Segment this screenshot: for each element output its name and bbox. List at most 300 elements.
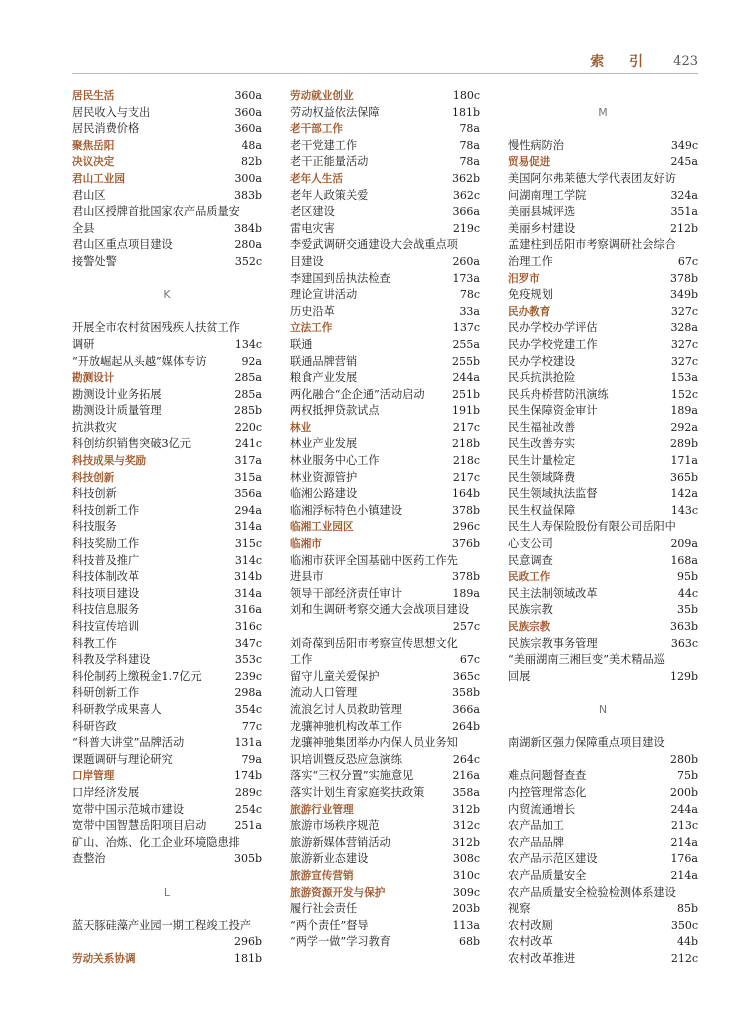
entry-page-ref: 92a bbox=[241, 354, 262, 368]
entry-term: 民兵抗洪抢险 bbox=[508, 371, 576, 385]
index-entry bbox=[290, 370, 480, 387]
entry-term: 科教工作 bbox=[72, 636, 117, 650]
entry-term: 问湖南理工学院 bbox=[508, 188, 587, 202]
entry-page-ref: 363c bbox=[670, 636, 698, 650]
entry-page-ref: 378b bbox=[451, 570, 480, 584]
entry-page-ref: 308c bbox=[452, 852, 480, 866]
entry-term: 留守儿童关爱保护 bbox=[290, 669, 380, 683]
index-entry bbox=[290, 636, 480, 653]
entry-term: 贸易促进 bbox=[508, 156, 551, 169]
index-entry bbox=[508, 254, 698, 271]
entry-page-ref: 168a bbox=[670, 553, 698, 567]
entry-page-ref: 347c bbox=[234, 636, 262, 650]
entry-page-ref: 358a bbox=[452, 785, 480, 799]
entry-page-ref: 358b bbox=[451, 686, 480, 700]
index-entry bbox=[508, 470, 698, 487]
entry-term: “两学一做”学习教育 bbox=[290, 935, 391, 949]
entry-term: 劳动就业创业 bbox=[290, 90, 354, 102]
index-entry bbox=[290, 304, 480, 321]
entry-page-ref: 35b bbox=[676, 603, 698, 617]
index-entry bbox=[290, 851, 480, 868]
entry-term: 旅游新业态建设 bbox=[290, 852, 369, 866]
entry-page-ref: 67c bbox=[459, 653, 480, 667]
index-entry bbox=[508, 934, 698, 951]
entry-page-ref: 251b bbox=[451, 387, 480, 401]
index-entry bbox=[290, 602, 480, 619]
entry-term: 免疫规划 bbox=[508, 288, 553, 302]
entry-page-ref: 255b bbox=[451, 354, 480, 368]
entry-term: 民族宗教 bbox=[508, 603, 553, 617]
entry-term: 流浪乞讨人员救助管理 bbox=[290, 702, 402, 716]
entry-term: 农产品质量安全 bbox=[508, 868, 587, 882]
index-entry bbox=[290, 818, 480, 835]
index-entry bbox=[290, 354, 480, 371]
entry-term: 农村改革 bbox=[508, 935, 553, 949]
index-entry bbox=[72, 188, 262, 205]
entry-term: 科技项目建设 bbox=[72, 586, 140, 600]
index-entry bbox=[290, 503, 480, 520]
entry-term: 农产品质量安全检验检测体系建设 bbox=[508, 885, 676, 899]
index-entry bbox=[72, 337, 262, 354]
index-heading-entry bbox=[72, 453, 262, 470]
entry-page-ref: 219c bbox=[452, 221, 480, 235]
index-entry bbox=[72, 121, 262, 138]
entry-page-ref: 316c bbox=[234, 620, 262, 633]
entry-page-ref: 366a bbox=[452, 205, 480, 219]
index-entry bbox=[72, 519, 262, 536]
entry-page-ref: 296c bbox=[452, 520, 480, 534]
entry-page-ref: 310c bbox=[452, 868, 480, 882]
entry-term: 林业产业发展 bbox=[290, 437, 358, 451]
index-entry bbox=[72, 918, 262, 935]
index-entry bbox=[72, 785, 262, 802]
entry-page-ref: 260a bbox=[452, 254, 480, 268]
entry-term: 查整治 bbox=[72, 852, 106, 866]
index-entry bbox=[72, 685, 262, 702]
entry-page-ref: 171a bbox=[670, 454, 698, 468]
entry-term: 临湘市获评全国基础中医药工作先 bbox=[290, 553, 458, 567]
index-heading-entry bbox=[72, 171, 262, 188]
index-entry bbox=[72, 536, 262, 553]
index-entry bbox=[508, 636, 698, 653]
entry-term: 民生人寿保险股份有限公司岳阳中 bbox=[508, 520, 676, 534]
entry-page-ref: 309c bbox=[452, 885, 480, 899]
entry-term: 抗洪救灾 bbox=[72, 420, 117, 434]
index-entry bbox=[508, 586, 698, 603]
index-entry bbox=[508, 652, 698, 669]
index-entry bbox=[290, 237, 480, 254]
index-heading-entry bbox=[72, 768, 262, 785]
entry-term: 临湘浮标特色小镇建设 bbox=[290, 503, 402, 517]
entry-term: 汨罗市 bbox=[508, 272, 540, 285]
entry-page-ref: 312b bbox=[451, 802, 480, 816]
entry-page-ref: 173a bbox=[452, 271, 480, 285]
index-entry bbox=[290, 470, 480, 487]
entry-term: 南湖新区强力保障重点项目建设 bbox=[508, 736, 665, 750]
index-entry bbox=[290, 403, 480, 420]
index-entry bbox=[290, 221, 480, 238]
entry-page-ref: 152c bbox=[670, 387, 698, 401]
index-entry bbox=[72, 105, 262, 122]
entry-page-ref: 189a bbox=[670, 404, 698, 418]
index-entry bbox=[72, 320, 262, 337]
entry-term: 民生领域降费 bbox=[508, 470, 576, 484]
entry-term: 农产品示范区建设 bbox=[508, 852, 598, 866]
index-heading-entry bbox=[290, 885, 480, 902]
index-entry bbox=[290, 719, 480, 736]
index-entry bbox=[72, 934, 262, 951]
index-heading-entry bbox=[290, 121, 480, 138]
entry-page-ref: 351a bbox=[670, 205, 698, 219]
entry-term: 科技创新 bbox=[72, 487, 117, 501]
entry-term: 民生领域执法监督 bbox=[508, 487, 598, 501]
index-entry bbox=[290, 901, 480, 918]
entry-page-ref: 285b bbox=[233, 404, 262, 418]
entry-term: 科技信息服务 bbox=[72, 603, 140, 617]
entry-page-ref: 113a bbox=[452, 918, 480, 932]
blank-line bbox=[508, 685, 698, 702]
entry-term: 联通品牌营销 bbox=[290, 354, 358, 368]
index-entry bbox=[290, 387, 480, 404]
index-entry bbox=[290, 154, 480, 171]
entry-page-ref: 143c bbox=[670, 503, 698, 517]
index-entry bbox=[290, 669, 480, 686]
entry-page-ref: 241c bbox=[234, 437, 262, 451]
index-entry bbox=[290, 271, 480, 288]
index-entry bbox=[508, 204, 698, 221]
index-entry bbox=[72, 619, 262, 636]
entry-page-ref: 280b bbox=[669, 752, 698, 766]
entry-page-ref: 328a bbox=[670, 321, 698, 335]
entry-term: 科教及学科建设 bbox=[72, 653, 151, 667]
entry-term: 内贸流通增长 bbox=[508, 802, 576, 816]
entry-page-ref: 78a bbox=[459, 122, 480, 136]
entry-page-ref: 298a bbox=[234, 686, 262, 700]
entry-page-ref: 383b bbox=[233, 188, 262, 202]
entry-page-ref: 360a bbox=[234, 122, 262, 136]
blank-line bbox=[72, 868, 262, 885]
entry-term: 民办学校建设 bbox=[508, 354, 576, 368]
index-entry bbox=[72, 818, 262, 835]
entry-page-ref: 244a bbox=[670, 802, 698, 816]
entry-page-ref: 213c bbox=[670, 819, 698, 833]
entry-page-ref: 214a bbox=[670, 868, 698, 882]
index-heading-entry bbox=[72, 138, 262, 155]
entry-page-ref: 203b bbox=[451, 902, 480, 916]
entry-page-ref: 217c bbox=[452, 470, 480, 484]
entry-term: 联通 bbox=[290, 337, 313, 351]
entry-term: 民意调查 bbox=[508, 553, 553, 567]
index-entry bbox=[508, 951, 698, 968]
entry-page-ref: 312b bbox=[451, 835, 480, 849]
entry-term: 劳动权益依法保障 bbox=[290, 105, 380, 119]
section-letter: M bbox=[598, 105, 608, 119]
entry-page-ref: 67c bbox=[677, 254, 698, 268]
entry-term: 心支公司 bbox=[508, 537, 553, 551]
index-entry bbox=[290, 254, 480, 271]
entry-page-ref: 305b bbox=[233, 852, 262, 866]
index-entry bbox=[508, 752, 698, 769]
index-entry bbox=[508, 519, 698, 536]
entry-term: 民族宗教 bbox=[508, 621, 551, 633]
entry-term: 旅游市场秩序规范 bbox=[290, 819, 380, 833]
entry-page-ref: 317a bbox=[234, 454, 262, 468]
entry-term: 君山工业园 bbox=[72, 172, 125, 185]
index-entry bbox=[72, 403, 262, 420]
entry-term: 老干正能量活动 bbox=[290, 155, 369, 169]
index-entry bbox=[290, 287, 480, 304]
entry-page-ref: 352c bbox=[234, 254, 262, 268]
entry-term: 勘测设计 bbox=[72, 372, 115, 385]
index-heading-entry bbox=[508, 271, 698, 288]
index-entry bbox=[72, 237, 262, 254]
index-entry bbox=[508, 835, 698, 852]
header-rule bbox=[72, 73, 698, 74]
index-entry bbox=[72, 602, 262, 619]
index-entry bbox=[290, 105, 480, 122]
entry-page-ref: 239c bbox=[234, 669, 262, 683]
index-entry bbox=[72, 436, 262, 453]
entry-term: 慢性病防治 bbox=[508, 138, 564, 152]
entry-term: 立法工作 bbox=[290, 322, 333, 335]
index-entry bbox=[508, 171, 698, 188]
entry-page-ref: 384b bbox=[233, 221, 262, 235]
index-entry bbox=[290, 188, 480, 205]
blank-line bbox=[72, 901, 262, 918]
index-entry bbox=[72, 652, 262, 669]
entry-page-ref: 254c bbox=[234, 802, 262, 816]
entry-page-ref: 366a bbox=[452, 702, 480, 716]
entry-term: 科研咨政 bbox=[72, 719, 117, 733]
index-entry bbox=[72, 254, 262, 271]
index-entry bbox=[508, 503, 698, 520]
index-entry bbox=[290, 735, 480, 752]
entry-term: “两个责任”督导 bbox=[290, 918, 369, 932]
entry-term: 民生计量检定 bbox=[508, 454, 576, 468]
index-entry bbox=[290, 138, 480, 155]
entry-term: 民主法制领域改革 bbox=[508, 586, 598, 600]
entry-page-ref: 142a bbox=[670, 487, 698, 501]
entry-term: 农村改革推进 bbox=[508, 951, 576, 965]
entry-term: 科伦制药上缴税金1.7亿元 bbox=[72, 669, 202, 683]
entry-term: 老年人生活 bbox=[290, 172, 343, 185]
index-entry bbox=[508, 436, 698, 453]
index-entry bbox=[508, 669, 698, 686]
index-entry bbox=[508, 768, 698, 785]
index-entry bbox=[72, 569, 262, 586]
entry-page-ref: 209a bbox=[670, 537, 698, 551]
entry-term: 民兵舟桥营防汛演练 bbox=[508, 387, 609, 401]
index-entry bbox=[508, 901, 698, 918]
entry-page-ref: 264b bbox=[451, 719, 480, 733]
entry-term: 开展全市农村贫困残疾人扶贫工作 bbox=[72, 321, 240, 335]
entry-page-ref: 327c bbox=[670, 337, 698, 351]
index-entry bbox=[72, 835, 262, 852]
entry-term: 老干部工作 bbox=[290, 123, 343, 136]
entry-page-ref: 376b bbox=[451, 537, 480, 551]
index-entry bbox=[290, 586, 480, 603]
entry-term: 科技普及推广 bbox=[72, 553, 140, 567]
entry-term: 居民生活 bbox=[72, 90, 115, 102]
index-entry bbox=[72, 636, 262, 653]
entry-term: 农村改厕 bbox=[508, 918, 553, 932]
entry-term: 龙骧神驰机构改革工作 bbox=[290, 719, 402, 733]
index-entry bbox=[72, 719, 262, 736]
index-entry bbox=[508, 287, 698, 304]
index-heading-entry bbox=[72, 154, 262, 171]
index-entry bbox=[72, 354, 262, 371]
index-entry bbox=[72, 851, 262, 868]
entry-page-ref: 353c bbox=[234, 653, 262, 667]
entry-term: 科研创新工作 bbox=[72, 686, 140, 700]
entry-term: 难点问题督查查 bbox=[508, 769, 587, 783]
index-heading-entry bbox=[508, 569, 698, 586]
entry-term: 临湘市 bbox=[290, 538, 322, 551]
entry-term: 旅游资源开发与保护 bbox=[290, 886, 386, 899]
entry-term: 君山区重点项目建设 bbox=[72, 238, 173, 252]
section-letter: L bbox=[163, 885, 171, 899]
index-heading-entry bbox=[508, 619, 698, 636]
entry-term: 君山区授牌首批国家农产品质量安 bbox=[72, 205, 240, 219]
entry-term: 君山区 bbox=[72, 188, 106, 202]
index-heading-entry bbox=[290, 536, 480, 553]
index-entry bbox=[508, 221, 698, 238]
entry-term: 口岸管理 bbox=[72, 770, 115, 783]
entry-term: 流动人口管理 bbox=[290, 686, 358, 700]
index-heading-entry bbox=[290, 171, 480, 188]
running-title: 索 引 bbox=[590, 54, 654, 70]
entry-page-ref: 327c bbox=[670, 354, 698, 368]
entry-term: 林业资源管护 bbox=[290, 470, 358, 484]
entry-term: 居民收入与支出 bbox=[72, 105, 151, 119]
entry-page-ref: 316a bbox=[234, 603, 262, 617]
index-entry bbox=[290, 569, 480, 586]
index-column-1 bbox=[72, 88, 262, 967]
entry-term: 科技创新工作 bbox=[72, 503, 140, 517]
entry-page-ref: 285a bbox=[234, 387, 262, 401]
entry-page-ref: 360a bbox=[234, 105, 262, 119]
entry-term: 接警处警 bbox=[72, 254, 117, 268]
entry-page-ref: 314b bbox=[233, 570, 262, 584]
entry-term: 美国阿尔弗莱德大学代表团友好访 bbox=[508, 171, 676, 185]
index-entry bbox=[290, 436, 480, 453]
entry-term: 两化融合“企企通”活动启动 bbox=[290, 387, 425, 401]
index-entry bbox=[72, 752, 262, 769]
entry-term: 落实“三权分置”实施意见 bbox=[290, 769, 414, 783]
entry-term: 刘和生调研考察交通大会战项目建设 bbox=[290, 603, 470, 617]
entry-term: 美丽县城评选 bbox=[508, 205, 576, 219]
entry-term: 居民消费价格 bbox=[72, 122, 140, 136]
index-entry bbox=[290, 204, 480, 221]
index-entry bbox=[72, 802, 262, 819]
entry-term: 目建设 bbox=[290, 254, 324, 268]
page-header bbox=[72, 48, 698, 74]
entry-page-ref: 300a bbox=[234, 171, 262, 185]
entry-page-ref: 365c bbox=[452, 669, 480, 683]
entry-page-ref: 212b bbox=[669, 221, 698, 235]
entry-term: 科技成果与奖励 bbox=[72, 455, 147, 468]
entry-page-ref: 95b bbox=[676, 570, 698, 584]
index-column-2 bbox=[290, 88, 480, 951]
index-heading-entry bbox=[72, 470, 262, 487]
entry-term: 课题调研与理论研究 bbox=[72, 752, 173, 766]
entry-term: 科研教学成果喜人 bbox=[72, 702, 162, 716]
entry-page-ref: 181b bbox=[233, 951, 262, 965]
entry-term: 工作 bbox=[290, 653, 313, 667]
entry-page-ref: 216a bbox=[452, 769, 480, 783]
entry-page-ref: 349b bbox=[669, 288, 698, 302]
index-entry bbox=[72, 553, 262, 570]
entry-page-ref: 349c bbox=[670, 138, 698, 152]
entry-term: 民办学校办学评估 bbox=[508, 321, 598, 335]
entry-page-ref: 289c bbox=[234, 785, 262, 799]
index-entry bbox=[72, 669, 262, 686]
entry-page-ref: 77c bbox=[241, 719, 262, 733]
index-entry bbox=[508, 536, 698, 553]
index-entry bbox=[290, 553, 480, 570]
entry-page-ref: 44c bbox=[677, 586, 698, 600]
index-entry bbox=[290, 918, 480, 935]
index-heading-entry bbox=[72, 88, 262, 105]
index-entry bbox=[508, 420, 698, 437]
index-entry bbox=[72, 702, 262, 719]
entry-term: 临湘工业园区 bbox=[290, 521, 354, 534]
entry-term: 科技创新 bbox=[72, 471, 115, 484]
entry-term: 口岸经济发展 bbox=[72, 785, 140, 799]
entry-term: “美丽湖南三湘巨变”美术精品巡 bbox=[508, 653, 665, 667]
section-letter: N bbox=[598, 702, 608, 716]
entry-page-ref: 82b bbox=[240, 155, 262, 169]
index-entry bbox=[508, 370, 698, 387]
entry-term: 科创纺织销售突破3亿元 bbox=[72, 437, 191, 451]
entry-page-ref: 212c bbox=[670, 951, 698, 965]
entry-term: 履行社会责任 bbox=[290, 902, 358, 916]
entry-page-ref: 78a bbox=[459, 138, 480, 152]
blank-line bbox=[72, 271, 262, 288]
index-heading-entry bbox=[290, 88, 480, 105]
entry-page-ref: 356a bbox=[234, 487, 262, 501]
index-entry bbox=[508, 486, 698, 503]
index-heading-entry bbox=[290, 420, 480, 437]
entry-term: 老年人政策关爱 bbox=[290, 188, 369, 202]
index-heading-entry bbox=[290, 519, 480, 536]
blank-line bbox=[508, 88, 698, 105]
entry-page-ref: 218b bbox=[451, 437, 480, 451]
entry-page-ref: 378b bbox=[451, 503, 480, 517]
entry-page-ref: 164b bbox=[451, 487, 480, 501]
entry-term: 农产品加工 bbox=[508, 819, 564, 833]
entry-term: 两权抵押贷款试点 bbox=[290, 404, 380, 418]
index-entry bbox=[290, 752, 480, 769]
index-entry bbox=[290, 835, 480, 852]
entry-term: 民政工作 bbox=[508, 571, 551, 584]
entry-term: 内控管理常态化 bbox=[508, 785, 587, 799]
entry-page-ref: 153a bbox=[670, 371, 698, 385]
entry-term: 临湘公路建设 bbox=[290, 487, 358, 501]
index-entry bbox=[508, 735, 698, 752]
entry-term: 李建国到岳执法检查 bbox=[290, 271, 391, 285]
entry-term: 调研 bbox=[72, 337, 95, 351]
entry-term: 老干党建工作 bbox=[290, 138, 358, 152]
entry-term: 视察 bbox=[508, 902, 531, 916]
entry-page-ref: 85b bbox=[676, 902, 698, 916]
entry-term: 旅游行业管理 bbox=[290, 803, 354, 816]
entry-term: 民生保障资金审计 bbox=[508, 404, 598, 418]
index-entry bbox=[72, 420, 262, 437]
entry-term: 识培训暨反恐应急演练 bbox=[290, 752, 402, 766]
index-entry bbox=[508, 237, 698, 254]
entry-page-ref: 245a bbox=[670, 155, 698, 169]
